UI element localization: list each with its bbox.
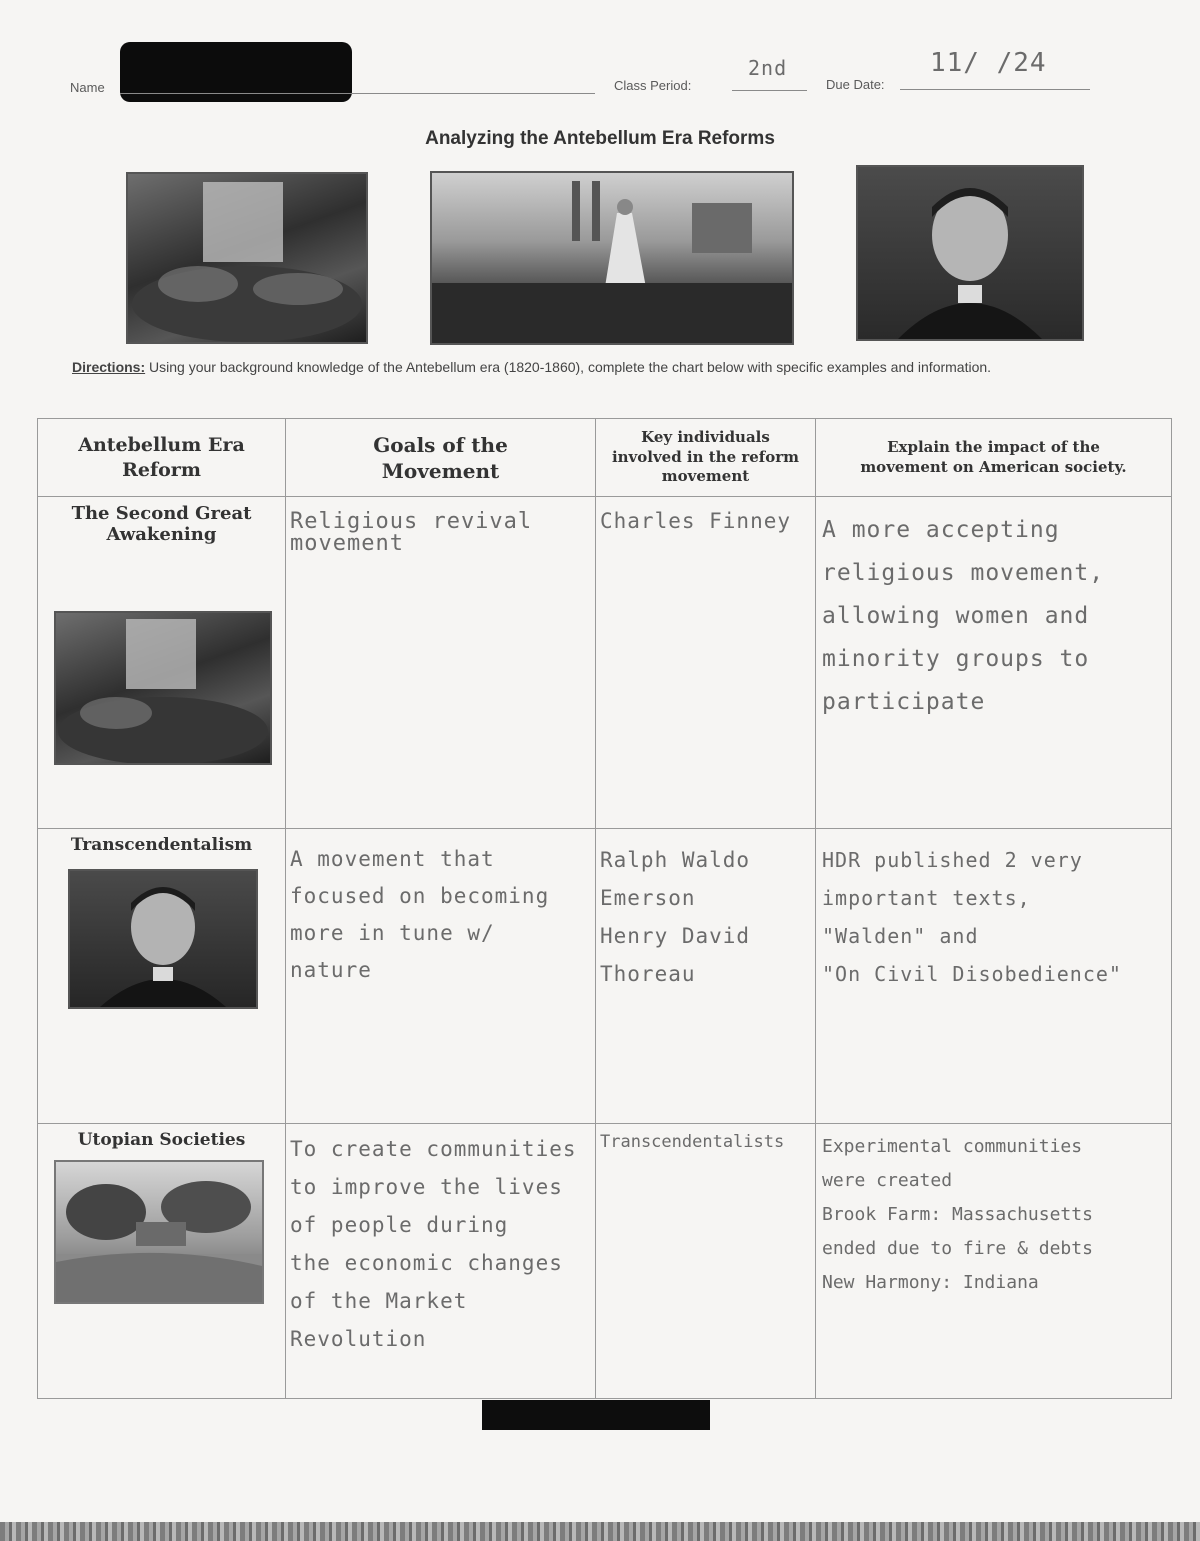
goals-cell (286, 829, 596, 1124)
impact-cell (816, 829, 1172, 1124)
revival-meeting-image (126, 172, 368, 344)
reform-name: Utopian Societies (77, 1130, 246, 1150)
emerson-portrait-image (856, 165, 1084, 341)
directions-text: Using your background knowledge of the Antebellum era (1820-1860), complete the chart below with specific examples and information. (149, 359, 992, 375)
table-header-row (38, 419, 1172, 497)
class-period-line (732, 90, 807, 91)
name-label: Name (70, 80, 105, 95)
header-impact: Explain the impact of the movement on American society. (816, 419, 1172, 497)
impact-text: A more accepting religious movement, allowing women and minority groups to participate (822, 517, 1105, 715)
name-line (120, 93, 595, 94)
impact-cell (816, 1124, 1172, 1399)
directions-label: Directions: (72, 359, 146, 375)
individuals-cell (596, 829, 816, 1124)
goals-text: To create communities to improve the lives of people during the economic changes of the Market Revolution (290, 1137, 577, 1351)
utopian-village-thumbnail (54, 1160, 264, 1304)
reform-convention-image (430, 171, 794, 345)
reform-chart (37, 418, 1172, 1399)
directions (72, 358, 1122, 377)
reform-cell (38, 1124, 286, 1399)
class-period-value: 2nd (748, 56, 788, 80)
goals-text: Religious revival movement (290, 509, 533, 556)
individuals-cell (596, 1124, 816, 1399)
goals-cell (286, 497, 596, 829)
emerson-portrait-thumbnail (68, 869, 258, 1009)
impact-text: Experimental communities were created Brook Farm: Massachusetts ended due to fire & debts New Harmony: Indiana (822, 1136, 1093, 1293)
due-date-line (900, 89, 1090, 90)
header-goals: Goals of the Movement (286, 419, 596, 497)
reform-cell (38, 497, 286, 829)
reform-cell (38, 829, 286, 1124)
goals-cell (286, 1124, 596, 1399)
revival-meeting-thumbnail (54, 611, 272, 765)
table-row (38, 829, 1172, 1124)
reform-name: Transcendentalism (70, 835, 253, 855)
reform-name: The Second Great Awakening (71, 503, 252, 545)
scan-edge (0, 1522, 1200, 1541)
table-row (38, 1124, 1172, 1399)
header-individuals: Key individuals involved in the reform movement (596, 419, 816, 497)
impact-text: HDR published 2 very important texts, "Walden" and "On Civil Disobedience" (822, 848, 1122, 986)
individuals-text: Transcendentalists (600, 1132, 785, 1152)
table-row (38, 497, 1172, 829)
impact-cell (816, 497, 1172, 829)
individuals-cell (596, 497, 816, 829)
due-date-value: 11/ /24 (930, 48, 1047, 78)
goals-text: A movement that focused on becoming more in tune w/ nature (290, 847, 550, 982)
due-date-label: Due Date: (826, 77, 885, 92)
individuals-text: Ralph Waldo Emerson Henry David Thoreau (600, 848, 751, 986)
class-period-label: Class Period: (614, 78, 692, 93)
redacted-footer (482, 1400, 710, 1430)
page-title: Analyzing the Antebellum Era Reforms (425, 128, 775, 149)
header-reform: Antebellum Era Reform (38, 419, 286, 497)
individuals-text: Charles Finney (600, 509, 792, 533)
